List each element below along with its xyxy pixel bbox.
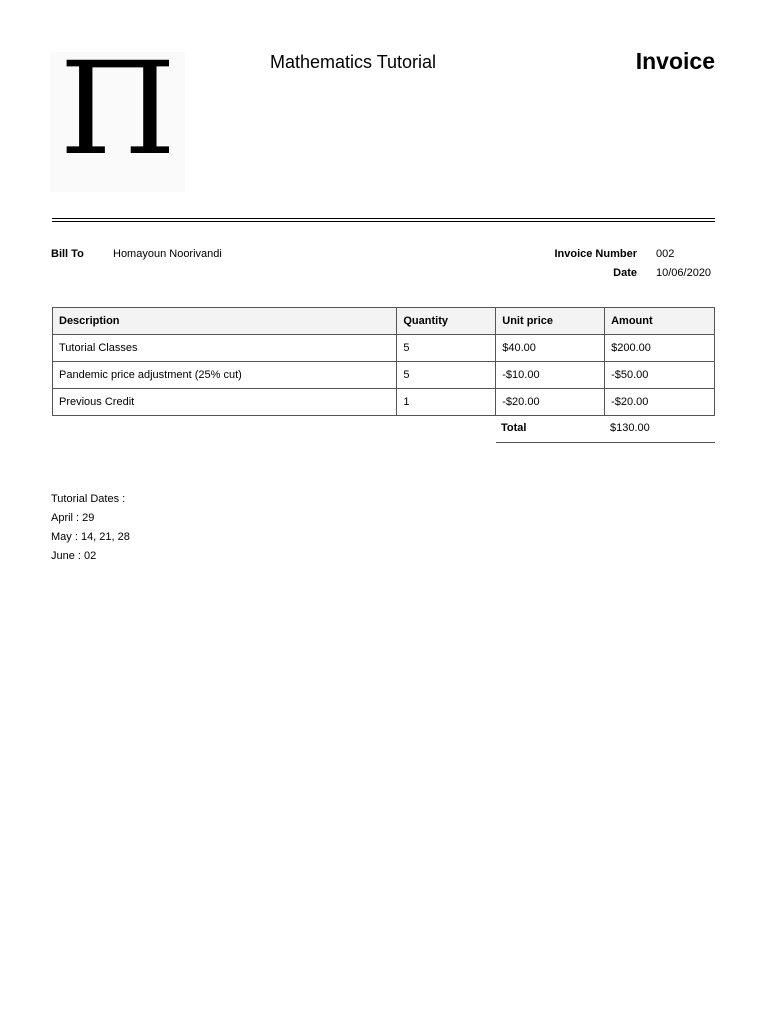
cell-quantity: 5 xyxy=(397,335,496,362)
notes-line-june: June : 02 xyxy=(51,550,97,562)
notes-line-april: April : 29 xyxy=(51,512,95,524)
header-divider-bottom xyxy=(52,221,715,222)
table-header-row xyxy=(53,308,715,335)
invoice-number-label: Invoice Number xyxy=(554,248,637,260)
cell-description: Tutorial Classes xyxy=(53,335,397,362)
table-row xyxy=(53,389,715,416)
document-title: Invoice xyxy=(635,48,715,74)
table-row xyxy=(53,335,715,362)
cell-description: Previous Credit xyxy=(53,389,397,416)
notes-line-may: May : 14, 21, 28 xyxy=(51,531,130,543)
header-divider-top xyxy=(52,218,715,219)
table-row xyxy=(53,362,715,389)
invoice-number-value: 002 xyxy=(656,248,675,260)
cell-unit-price: -$20.00 xyxy=(496,389,605,416)
date-label: Date xyxy=(613,267,637,279)
column-header-description: Description xyxy=(53,308,397,335)
cell-quantity: 5 xyxy=(397,362,496,389)
cell-quantity: 1 xyxy=(397,389,496,416)
bill-to-label: Bill To xyxy=(51,248,84,260)
line-items-table xyxy=(52,307,715,416)
column-header-amount: Amount xyxy=(605,308,715,335)
date-value: 10/06/2020 xyxy=(656,267,712,279)
notes-title: Tutorial Dates : xyxy=(51,493,126,505)
cell-amount: -$50.00 xyxy=(605,362,715,389)
column-header-unit-price: Unit price xyxy=(496,308,605,335)
tutorial-dates-notes xyxy=(51,490,130,566)
company-name: Mathematics Tutorial xyxy=(270,52,437,72)
total-row xyxy=(496,416,715,443)
cell-amount: -$20.00 xyxy=(605,389,715,416)
cell-unit-price: $40.00 xyxy=(496,335,605,362)
pi-logo-glyph: Π xyxy=(58,52,177,184)
cell-unit-price: -$10.00 xyxy=(496,362,605,389)
column-header-quantity: Quantity xyxy=(397,308,496,335)
bill-to-name: Homayoun Noorivandi xyxy=(113,248,222,260)
cell-description: Pandemic price adjustment (25% cut) xyxy=(53,362,397,389)
total-label: Total xyxy=(501,422,527,434)
total-value: $130.00 xyxy=(610,422,650,434)
cell-amount: $200.00 xyxy=(605,335,715,362)
logo xyxy=(50,52,185,192)
